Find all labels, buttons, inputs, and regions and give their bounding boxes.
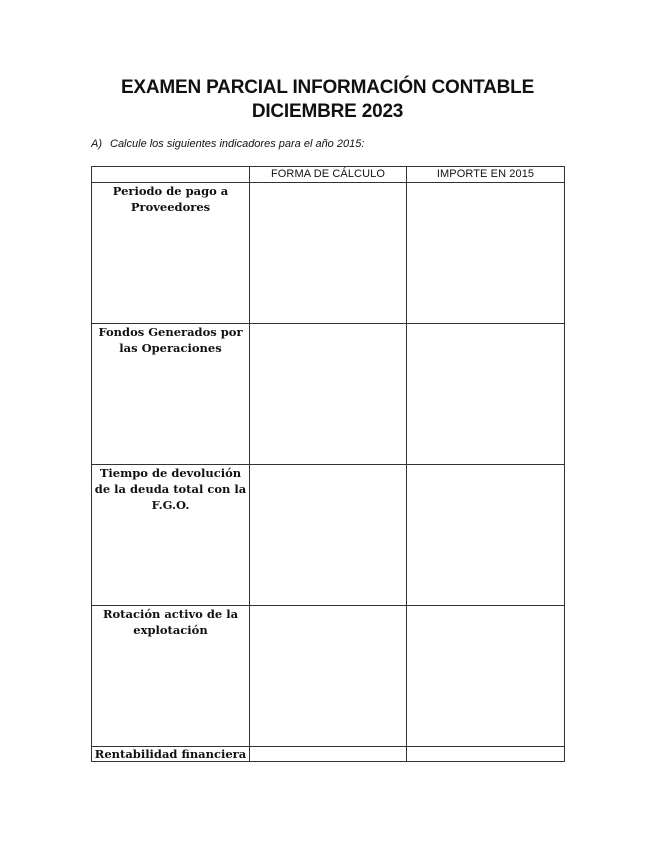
cell-importe-tiempo-devolucion[interactable]: [407, 465, 565, 606]
cell-importe-rentabilidad[interactable]: [407, 747, 565, 762]
instruction: [91, 137, 364, 151]
cell-importe-periodo-pago[interactable]: [407, 183, 565, 324]
exam-title-line-1: EXAMEN PARCIAL INFORMACIÓN CONTABLE: [120, 77, 535, 98]
cell-forma-rentabilidad[interactable]: [250, 747, 407, 762]
header-forma-de-calculo: FORMA DE CÁLCULO: [250, 167, 407, 183]
cell-importe-fondos-generados[interactable]: [407, 324, 565, 465]
exam-title-line-2: DICIEMBRE 2023: [251, 101, 404, 122]
table-row: [92, 324, 565, 465]
header-importe-2015: IMPORTE EN 2015: [407, 167, 565, 183]
table-row: [92, 465, 565, 606]
instruction-letter: A): [91, 138, 102, 150]
row-label-periodo-pago-proveedores: Periodo de pago a Proveedores: [92, 183, 250, 324]
table-row: [92, 606, 565, 747]
cell-forma-periodo-pago[interactable]: [250, 183, 407, 324]
indicators-table: [91, 166, 565, 762]
table-header-row: [92, 167, 565, 183]
instruction-text: Calcule los siguientes indicadores para el año 2015:: [110, 138, 365, 150]
row-label-rentabilidad-financiera: Rentabilidad financiera: [92, 747, 250, 762]
cell-forma-tiempo-devolucion[interactable]: [250, 465, 407, 606]
row-label-fondos-generados: Fondos Generados por las Operaciones: [92, 324, 250, 465]
table-row: [92, 747, 565, 762]
exam-title: [0, 76, 655, 124]
row-label-tiempo-devolucion: Tiempo de devolución de la deuda total con la F.G.O.: [92, 465, 250, 606]
cell-forma-rotacion-activo[interactable]: [250, 606, 407, 747]
cell-importe-rotacion-activo[interactable]: [407, 606, 565, 747]
cell-forma-fondos-generados[interactable]: [250, 324, 407, 465]
table-row: [92, 183, 565, 324]
row-label-rotacion-activo: Rotación activo de la explotación: [92, 606, 250, 747]
header-blank: [92, 167, 250, 183]
